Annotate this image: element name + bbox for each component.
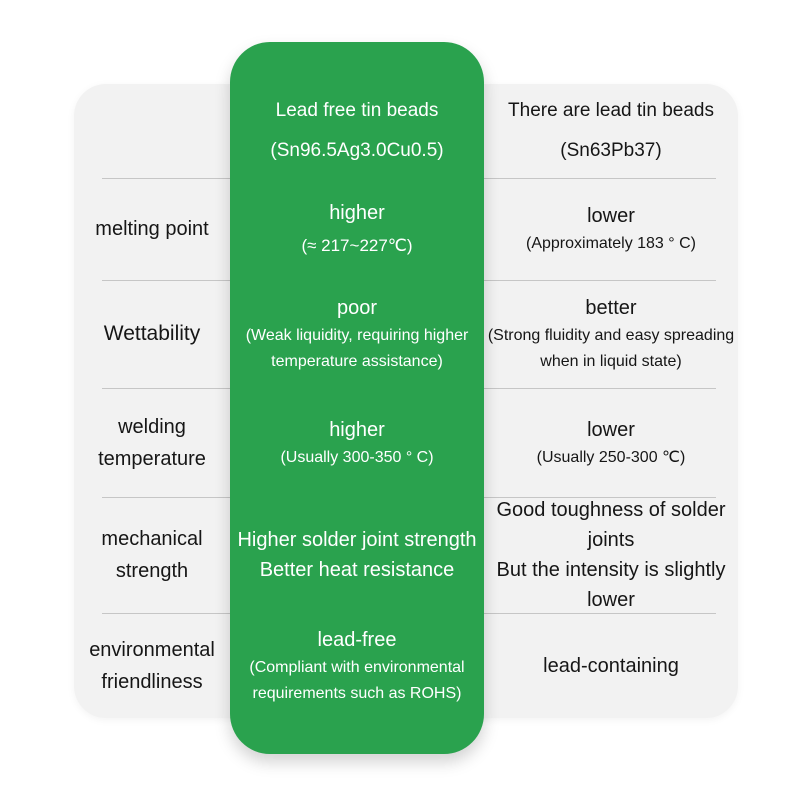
header-lead-free-alloy: (Sn96.5Ag3.0Cu0.5) (270, 140, 444, 161)
lead-free-strength-cell (230, 497, 484, 613)
value-sub: (Approximately 183 ° C) (525, 235, 696, 253)
value-line-2: Better heat resistance (259, 559, 455, 581)
value-line-2: But the intensity is slightly lower (496, 559, 726, 611)
header-lead-free (230, 84, 484, 178)
header-lead-free-title: Lead free tin beads (275, 100, 439, 122)
value-main: lead-containing (543, 654, 679, 677)
header-leaded-title: There are lead tin beads (508, 100, 714, 122)
leaded-wettability-cell (484, 280, 738, 388)
header-leaded (484, 84, 738, 178)
value-sub: (Compliant with environmental requirements such as ROHS) (249, 658, 465, 702)
row-wettability (74, 280, 230, 388)
row-welding-temperature (74, 388, 230, 497)
value-sub: (≈ 217~227℃) (301, 236, 413, 256)
lead-free-melting-cell (230, 178, 484, 280)
row-label: welding temperature (98, 415, 206, 470)
value-main: poor (336, 297, 378, 320)
leaded-welding-cell (484, 388, 738, 497)
leaded-environment-cell (484, 613, 738, 718)
row-label: environmental friendliness (89, 638, 215, 693)
leaded-melting-cell (484, 178, 738, 280)
row-melting-point (74, 178, 230, 280)
value-main: lead-free (317, 628, 397, 651)
value-main: higher (329, 202, 385, 225)
comparison-table (74, 84, 738, 718)
leaded-strength-cell (484, 497, 738, 613)
value-sub: (Weak liquidity, requiring higher temperature assistance) (245, 327, 469, 370)
lead-free-wettability-cell (230, 280, 484, 388)
row-mechanical-strength (74, 497, 230, 613)
lead-free-welding-cell (230, 388, 484, 497)
lead-free-environment-cell (230, 613, 484, 718)
value-sub: (Usually 250-300 ℃) (536, 448, 686, 466)
header-leaded-alloy: (Sn63Pb37) (560, 140, 662, 161)
value-line-1: Good toughness of solder joints (496, 499, 726, 551)
value-main: lower (587, 205, 635, 228)
value-sub: (Strong fluidity and easy spreading when in liquid state) (487, 327, 735, 370)
value-line-1: Higher solder joint strength (237, 529, 477, 551)
value-main: lower (587, 418, 635, 441)
value-main: better (585, 297, 637, 320)
value-main: higher (329, 418, 385, 441)
value-sub: (Usually 300-350 ° C) (280, 448, 434, 466)
row-label: melting point (95, 218, 209, 240)
row-environmental-friendliness (74, 613, 230, 718)
header-spacer-cell (74, 84, 230, 178)
row-label: mechanical strength (101, 528, 203, 582)
row-label: Wettability (103, 322, 201, 346)
